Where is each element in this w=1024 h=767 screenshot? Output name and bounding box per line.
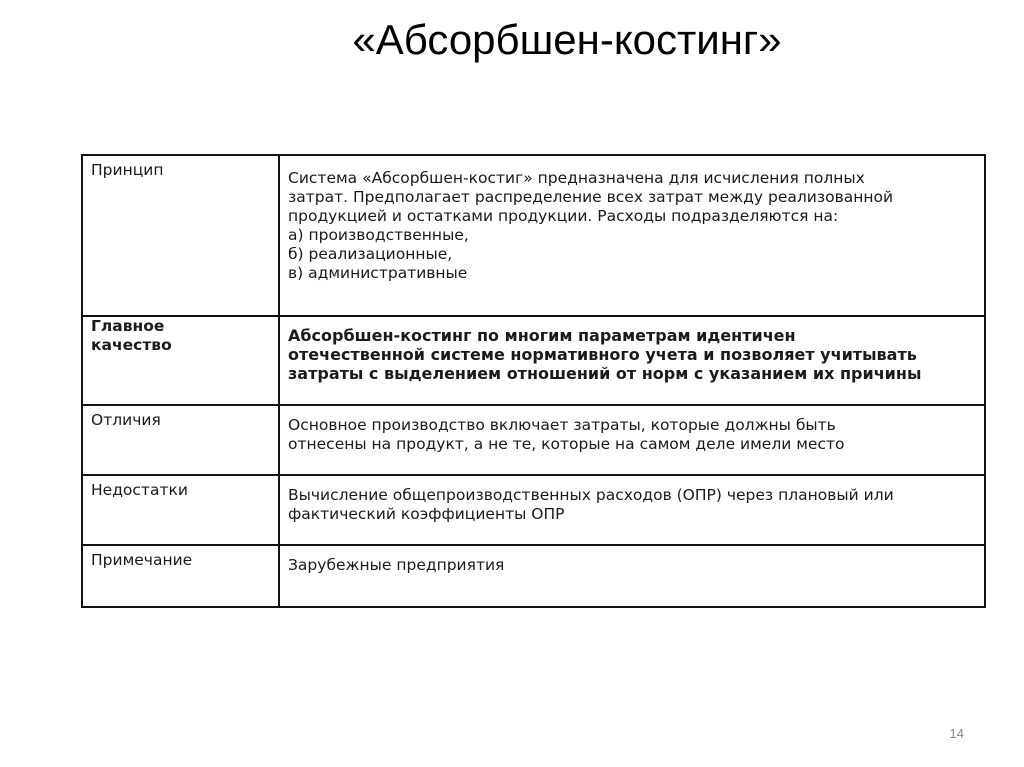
main-quality-line: Абсорбшен-костинг по многим параметрам идентичен (288, 326, 796, 345)
row-label-differences: Отличия (82, 405, 279, 475)
row-value-main-quality (279, 316, 985, 405)
differences-line: Основное производство включает затраты, которые должны быть (288, 416, 836, 434)
table-row-drawbacks (82, 475, 985, 545)
row-value-principle (279, 155, 985, 316)
main-quality-line: затраты с выделением отношений от норм с указанием их причины (288, 364, 922, 383)
principle-line: в) административные (288, 264, 468, 282)
drawbacks-line: фактический коэффициенты ОПР (288, 505, 565, 523)
table-row-note (82, 545, 985, 607)
row-label-drawbacks: Недостатки (82, 475, 279, 545)
principle-line: Система «Абсорбшен-костиг» предназначена для исчисления полных (288, 169, 865, 187)
page-number: 14 (949, 726, 964, 741)
info-table (81, 154, 986, 608)
principle-line: а) производственные, (288, 226, 469, 244)
principle-line: затрат. Предполагает распределение всех затрат между реализованной (288, 188, 894, 206)
principle-line: продукцией и остатками продукции. Расходы подразделяются на: (288, 207, 839, 225)
table-row-principle (82, 155, 985, 316)
table-row-main-quality (82, 316, 985, 405)
main-quality-label-line: качество (91, 336, 172, 354)
note-line: Зарубежные предприятия (288, 556, 505, 574)
row-value-drawbacks (279, 475, 985, 545)
differences-line: отнесены на продукт, а не те, которые на самом деле имели место (288, 435, 845, 453)
row-label-main-quality (82, 316, 279, 405)
slide-title: «Абсорбшен-костинг» (352, 16, 782, 63)
main-quality-line: отечественной системе нормативного учета и позволяет учитывать (288, 345, 917, 364)
table-row-differences (82, 405, 985, 475)
row-label-principle: Принцип (82, 155, 279, 316)
main-quality-label-line: Главное (91, 317, 165, 335)
row-value-note (279, 545, 985, 607)
principle-line: б) реализационные, (288, 245, 453, 263)
row-label-note: Примечание (82, 545, 279, 607)
drawbacks-line: Вычисление общепроизводственных расходов (ОПР) через плановый или (288, 486, 894, 504)
info-table-container (81, 154, 986, 574)
row-value-differences (279, 405, 985, 475)
